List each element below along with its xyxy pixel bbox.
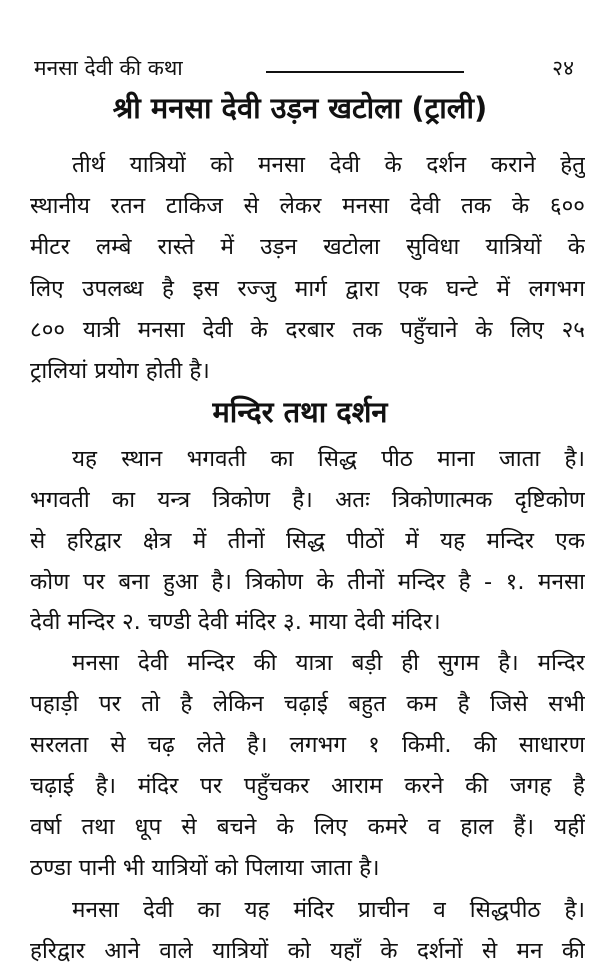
running-header <box>34 54 574 84</box>
book-title: मनसा देवी की कथा <box>34 56 183 80</box>
paragraph-line: ८०० यात्री मनसा देवी के दरबार तक पहुँचाने के लिए २५ <box>30 317 585 343</box>
paragraph-line: स्थानीय रतन टाकिज से लेकर मनसा देवी तक के ६०० <box>30 193 585 219</box>
paragraph-line: हरिद्वार आने वाले यात्रियों को यहाँ के दर्शनों से मन की <box>30 938 585 964</box>
paragraph-line: सरलता से चढ़ लेते है। लगभग १ किमी. की साधारण <box>30 732 585 758</box>
paragraph-line: कोण पर बना हुआ है। त्रिकोण के तीनों मन्दिर है - १. मनसा <box>30 569 585 595</box>
paragraph-line: पहाड़ी पर तो है लेकिन चढ़ाई बहुत कम है जिसे सभी <box>30 691 585 717</box>
paragraph-line: चढ़ाई है। मंदिर पर पहुँचकर आराम करने की जगह है <box>30 773 585 799</box>
paragraph-line: यह स्थान भगवती का सिद्ध पीठ माना जाता है। <box>72 446 585 472</box>
section-heading-ropeway: श्री मनसा देवी उड़न खटोला (ट्राली) <box>112 91 488 125</box>
paragraph-line: मनसा देवी का यह मंदिर प्राचीन व सिद्धपीठ है। <box>72 897 585 923</box>
paragraph-line: तीर्थ यात्रियों को मनसा देवी के दर्शन कराने हेतु <box>72 152 585 178</box>
header-rule <box>266 71 464 73</box>
paragraph-line: मीटर लम्बे रास्ते में उड़न खटोला सुविधा यात्रियों के <box>30 234 585 260</box>
page-number: २४ <box>552 56 574 80</box>
section-heading-temple-darshan: मन्दिर तथा दर्शन <box>212 395 388 429</box>
paragraph-line: वर्षा तथा धूप से बचने के लिए कमरे व हाल हैं। यहीं <box>30 814 585 840</box>
paragraph-line: भगवती का यन्त्र त्रिकोण है। अतः त्रिकोणात्मक दृष्टिकोण <box>30 487 585 513</box>
paragraph-line: ट्रालियां प्रयोग होती है। <box>30 358 210 384</box>
paragraph-line: ठण्डा पानी भी यात्रियों को पिलाया जाता है। <box>30 855 380 881</box>
paragraph-line: से हरिद्वार क्षेत्र में तीनों सिद्ध पीठों में यह मन्दिर एक <box>30 528 585 554</box>
paragraph-line: मनसा देवी मन्दिर की यात्रा बड़ी ही सुगम है। मन्दिर <box>72 650 585 676</box>
paragraph-line: लिए उपलब्ध है इस रज्जु मार्ग द्वारा एक घन्टे में लगभग <box>30 276 585 302</box>
paragraph-line: देवी मन्दिर २. चण्डी देवी मंदिर ३. माया देवी मंदिर। <box>30 609 441 635</box>
